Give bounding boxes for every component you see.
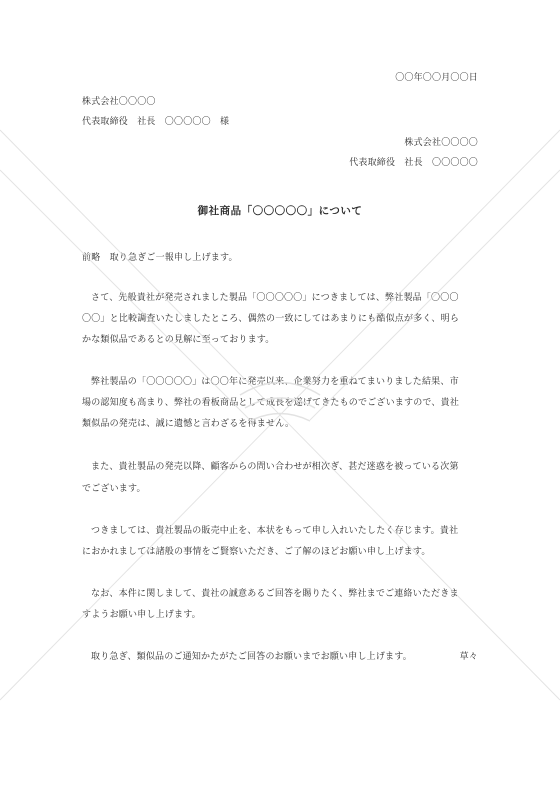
sender-company: 株式会社〇〇〇〇 — [404, 138, 478, 148]
paragraph-1-line: さて、先般貴社が発売されました製品「〇〇〇〇〇」につきましては、弊社製品「〇〇〇 — [91, 293, 459, 303]
paragraph-3-line: でございます。 — [82, 484, 146, 494]
closing-line: 取り急ぎ、類似品のご通知かたがたご回答のお願いまでお願い申し上げます。 — [91, 652, 412, 662]
opening-line: 前略 取り急ぎご一報申し上げます。 — [82, 253, 238, 263]
date: 〇〇年〇〇月〇〇日 — [395, 73, 478, 83]
paragraph-5-line: なお、本件に関しまして、貴社の誠意あるご回答を賜りたく、弊社までご連絡いただきま — [91, 589, 459, 599]
paragraph-1-line: 〇〇」と比較調査いたしましたところ、偶然の一致にしてはあまりにも酷似点が多く、明ら — [82, 314, 460, 324]
closing-word: 草々 — [459, 652, 478, 662]
recipient-person: 代表取締役 社長 〇〇〇〇〇 様 — [82, 117, 230, 127]
paragraph-4-line: つきましては、貴社製品の販売中止を、本状をもって申し入れいたしたく存じます。貴社 — [91, 526, 459, 536]
sender-person: 代表取締役 社長 〇〇〇〇〇 — [349, 158, 478, 168]
paragraph-5-line: すようお願い申し上げます。 — [82, 610, 201, 620]
paragraph-3-line: また、貴社製品の発売以降、顧客からの問い合わせが相次ぎ、甚だ迷惑を被っている次第 — [91, 462, 459, 472]
paragraph-2-line: 場の認知度も高まり、弊社の看板商品として成長を遂げてきたものでございますので、貴社 — [82, 398, 460, 408]
paragraph-1-line: かな類似品であるとの見解に至っております。 — [82, 335, 275, 345]
recipient-company: 株式会社〇〇〇〇 — [82, 97, 156, 107]
paragraph-2-line: 弊社製品の「〇〇〇〇〇」は〇〇年に発売以来、企業努力を重ねてまいりました結果、市 — [91, 377, 459, 387]
letter-title: 御社商品「〇〇〇〇〇」について — [197, 205, 363, 217]
paragraph-2-line: 類似品の発売は、誠に遺憾と言わざるを得ません。 — [82, 419, 295, 429]
paragraph-4-line: におかれましては諸般の事情をご賢察いただき、ご了解のほどお願い申し上げます。 — [82, 547, 431, 557]
